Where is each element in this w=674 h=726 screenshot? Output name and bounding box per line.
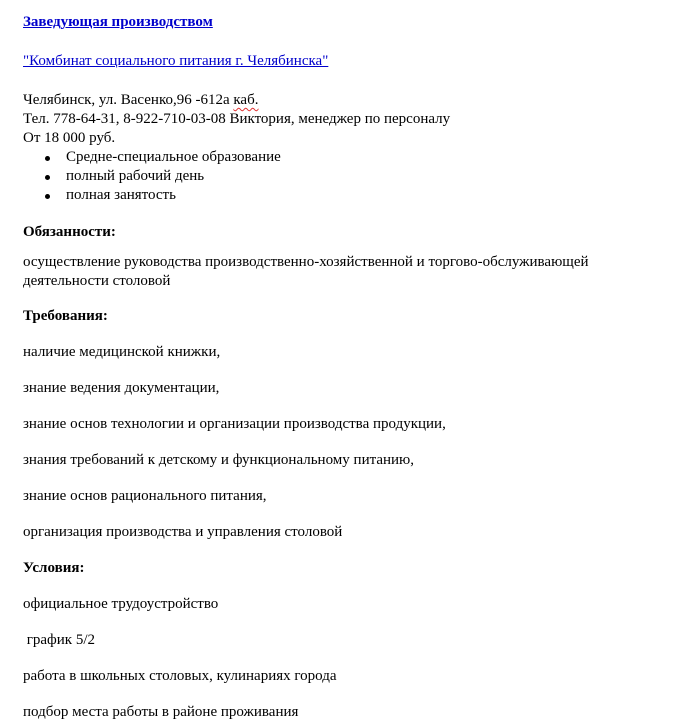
requirement-item: знание ведения документации,	[23, 380, 220, 396]
conditions-heading: Условия:	[23, 560, 85, 576]
list-item: Средне-специальное образование	[23, 148, 281, 167]
requirement-item: знание основ технологии и организации производства продукции,	[23, 416, 446, 432]
duties-text: осуществление руководства производственно-хозяйственной и торгово-обслуживающей деятельности столовой	[23, 254, 589, 289]
list-item: полная занятость	[23, 186, 281, 205]
requirement-item: наличие медицинской книжки,	[23, 344, 221, 360]
requirement-item: знания требований к детскому и функциональному питанию,	[23, 452, 415, 468]
address-line	[23, 91, 258, 110]
address-cabinet: каб.	[233, 92, 259, 108]
condition-item: подбор места работы в районе проживания	[23, 704, 299, 720]
phone-line: Тел. 778-64-31, 8-922-710-03-08 Виктория, менеджер по персоналу	[23, 111, 451, 127]
requirement-item: знание основ рационального питания,	[23, 488, 267, 504]
address-text: Челябинск, ул. Васенко,96 -612а	[23, 92, 234, 108]
condition-item: работа в школьных столовых, кулинариях города	[23, 668, 337, 684]
duties-heading: Обязанности:	[23, 224, 116, 240]
condition-item: график 5/2	[23, 632, 96, 648]
requirement-item: организация производства и управления столовой	[23, 524, 343, 540]
features-list	[23, 148, 281, 205]
company-link[interactable]: "Комбинат социального питания г. Челябинска"	[23, 53, 329, 69]
vacancy-title-link[interactable]: Заведующая производством	[23, 14, 213, 30]
list-item: полный рабочий день	[23, 167, 281, 186]
requirements-heading: Требования:	[23, 308, 108, 324]
salary-line: От 18 000 руб.	[23, 130, 116, 146]
condition-item: официальное трудоустройство	[23, 596, 219, 612]
